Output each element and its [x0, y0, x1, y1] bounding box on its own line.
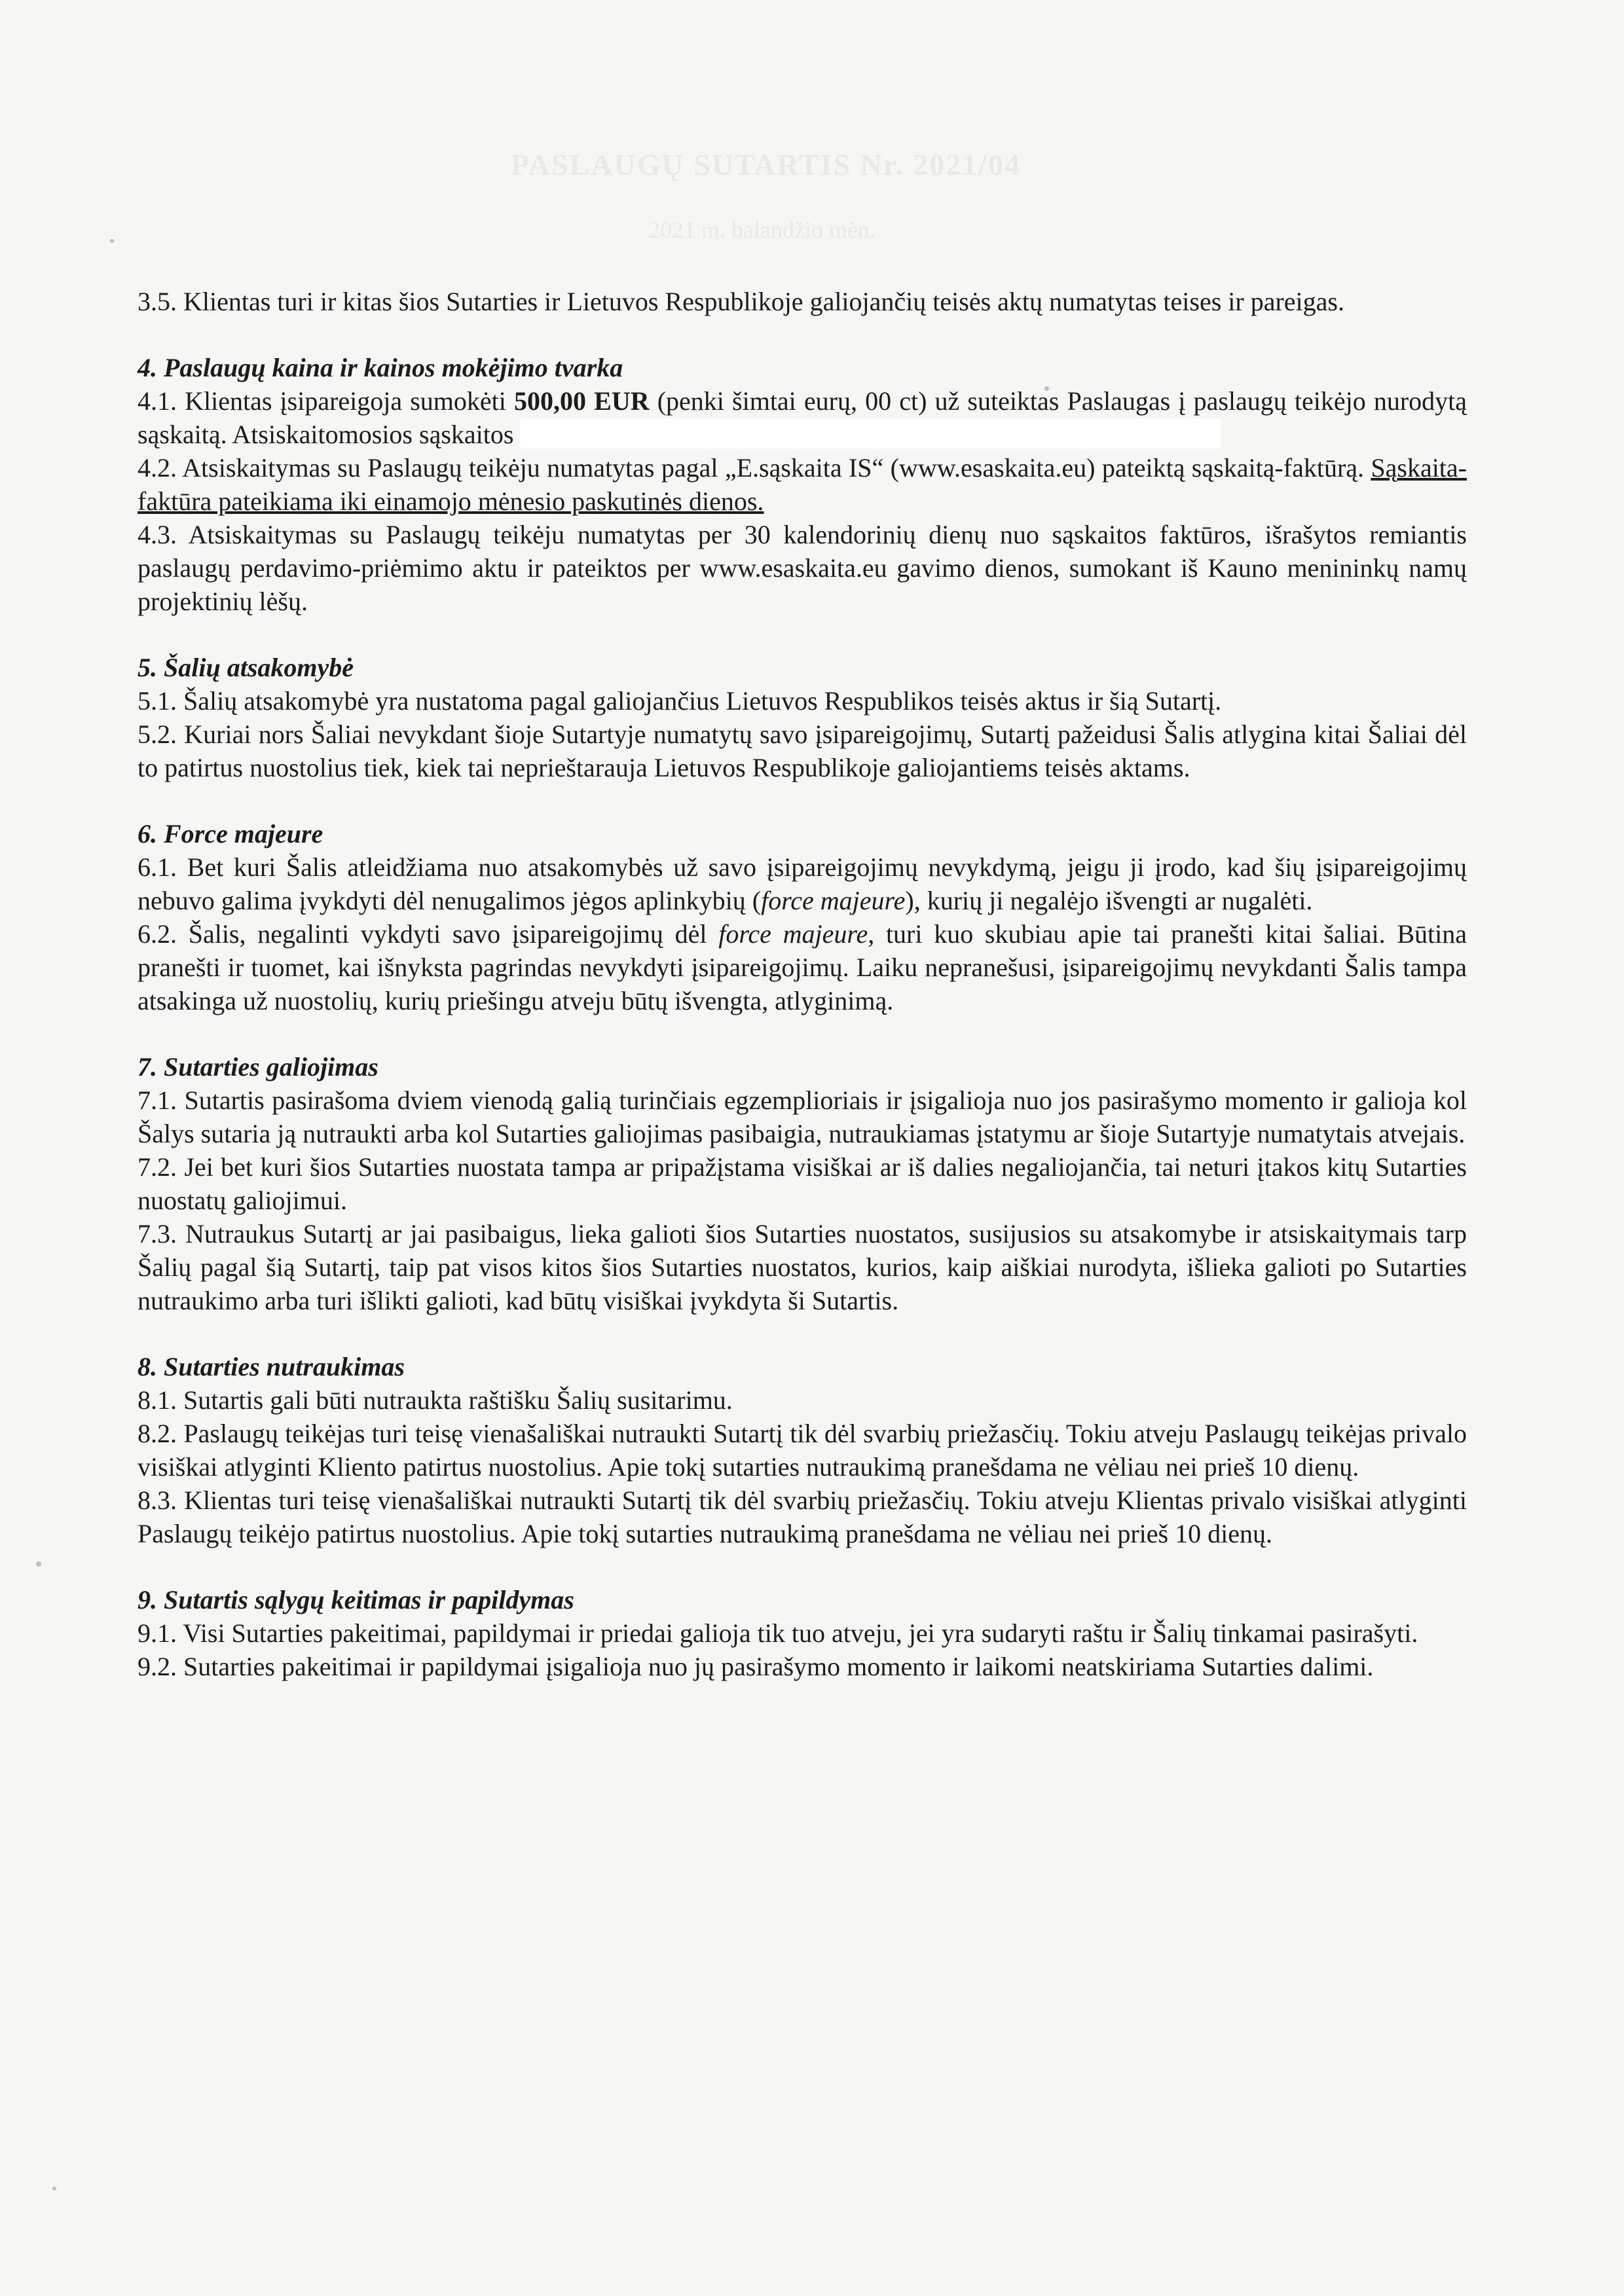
clause-9-1: 9.1. Visi Sutarties pakeitimai, papildymai ir priedai galioja tik tuo atveju, jei yra sudaryti raštu ir Šalių tinkamai pasirašyti. — [138, 1618, 1418, 1648]
clause-8-1: 8.1. Sutartis gali būti nutraukta raštišku Šalių susitarimu. — [138, 1385, 733, 1415]
clause-9-2: 9.2. Sutarties pakeitimai ir papildymai įsigalioja nuo jų pasirašymo momento ir laikomi neatskiriama Sutarties dalimi. — [138, 1652, 1374, 1681]
clause-4-2: 4.2. Atsiskaitymas su Paslaugų teikėju numatytas pagal „E.sąskaita IS“ (www.esaskaita.eu) pateiktą sąskaitą-faktūrą. Sąskaita-faktūra pateikiama iki einamojo mėnesio paskutinės dienos. — [138, 453, 1467, 516]
scan-speck — [110, 239, 114, 243]
clause-4-1: 4.1. Klientas įsipareigoja sumokėti 500,00 EUR (penki šimtai eurų, 00 ct) už suteiktas Paslaugas į paslaugų teikėjo nurodytą sąskaitą. Atsiskaitomosios sąskaitos — [138, 386, 1467, 449]
clause-7-1: 7.1. Sutartis pasirašoma dviem vienodą galią turinčiais egzemplioriais ir įsigalioja nuo jos pasirašymo momento ir galioja kol Šalys sutaria ją nutraukti arba kol Sutarties galiojimas pasibaigia, nutraukiamas įstatymu ar šioje Sutartyje numatytais atvejais. — [138, 1085, 1467, 1148]
redacted-account — [520, 418, 1221, 448]
clause-7-2: 7.2. Jei bet kuri šios Sutarties nuostata tampa ar pripažįstama visiškai ar iš dalies negaliojančia, tai neturi įtakos kitų Sutarties nuostatų galiojimui. — [138, 1152, 1467, 1215]
clause-4-3: 4.3. Atsiskaitymas su Paslaugų teikėju numatytas per 30 kalendorinių dienų nuo sąskaitos faktūros, išrašytos remiantis paslaugų perdavimo-priėmimo aktu ir pateiktos per www.esaskaita.eu gavimo dienos, sumokant iš Kauno menininkų namų projektinių lėšų. — [138, 520, 1467, 616]
clause-8-3: 8.3. Klientas turi teisę vienašališkai nutraukti Sutartį tik dėl svarbių priežasčių. Tokiu atveju Klientas privalo visiškai atlyginti Paslaugų teikėjo patirtus nuostolius. Apie tokį sutarties nutraukimą pranešdama ne vėliau nei prieš 10 dienų. — [138, 1485, 1467, 1548]
clause-6-2: 6.2. Šalis, negalinti vykdyti savo įsipareigojimų dėl force majeure, turi kuo skubiau apie tai pranešti kitai šaliai. Būtina pranešti ir tuomet, kai išnyksta pagrindas nevykdyti įsipareigojimų. Laiku nepranešusi, įsipareigojimų nevykdanti Šalis tampa atsakinga už nuostolių, kurių priešingu atveju būtų išvengta, atlyginimą. — [138, 919, 1467, 1015]
clause-8-2: 8.2. Paslaugų teikėjas turi teisę vienašališkai nutraukti Sutartį tik dėl svarbių priežasčių. Tokiu atveju Paslaugų teikėjas privalo visiškai atlyginti Kliento patirtus nuostolius. Apie tokį sutarties nutraukimą pranešdama ne vėliau nei prieš 10 dienų. — [138, 1419, 1467, 1482]
amount: 500,00 EUR — [514, 386, 650, 416]
scan-speck — [36, 1561, 41, 1567]
section-4-heading: 4. Paslaugų kaina ir kainos mokėjimo tvarka — [138, 353, 623, 382]
clause-5-2: 5.2. Kuriai nors Šaliai nevykdant šioje Sutartyje numatytų savo įsipareigojimų, Sutartį pažeidusi Šalis atlygina kitai Šaliai dėl to patirtus nuostolius tiek, kiek tai neprieštarauja Lietuvos Respublikoje galiojantiems teisės aktams. — [138, 720, 1467, 782]
invoice-deadline: Sąskaita-faktūra pateikiama iki einamojo mėnesio paskutinės dienos. — [138, 453, 1467, 516]
clause-5-1: 5.1. Šalių atsakomybė yra nustatoma pagal galiojančius Lietuvos Respublikos teisės aktus ir šią Sutartį. — [138, 686, 1222, 716]
section-7-heading: 7. Sutarties galiojimas — [138, 1052, 378, 1082]
section-9-heading: 9. Sutartis sąlygų keitimas ir papildymas — [138, 1585, 574, 1614]
section-8-heading: 8. Sutarties nutraukimas — [138, 1352, 405, 1381]
bleed-through-subtitle: 2021 m. balandžio mėn. — [648, 217, 876, 243]
scan-speck — [52, 2187, 56, 2191]
bleed-through-title: PASLAUGŲ SUTARTIS Nr. 2021/04 — [511, 148, 1021, 181]
clause-3-5: 3.5. Klientas turi ir kitas šios Sutarties ir Lietuvos Respublikoje galiojančių teisės aktų numatytas teises ir pareigas. — [138, 287, 1344, 316]
contract-body — [138, 285, 1467, 1683]
clause-6-1: 6.1. Bet kuri Šalis atleidžiama nuo atsakomybės už savo įsipareigojimų nevykdymą, jeigu ji įrodo, kad šių įsipareigojimų nebuvo galima įvykdyti dėl nenugalimos jėgos aplinkybių (force majeure), kurių ji negalėjo išvengti ar nugalėti. — [138, 852, 1467, 915]
clause-7-3: 7.3. Nutraukus Sutartį ar jai pasibaigus, lieka galioti šios Sutarties nuostatos, susijusios su atsakomybe ir atsiskaitymais tarp Šalių pagal šią Sutartį, taip pat visos kitos šios Sutarties nuostatos, kurios, kaip aiškiai nurodyta, išlieka galioti po Sutarties nutraukimo arba turi išlikti galioti, kad būtų visiškai įvykdyta ši Sutartis. — [138, 1219, 1467, 1315]
section-5-heading: 5. Šalių atsakomybė — [138, 653, 354, 682]
section-6-heading: 6. Force majeure — [138, 819, 323, 848]
